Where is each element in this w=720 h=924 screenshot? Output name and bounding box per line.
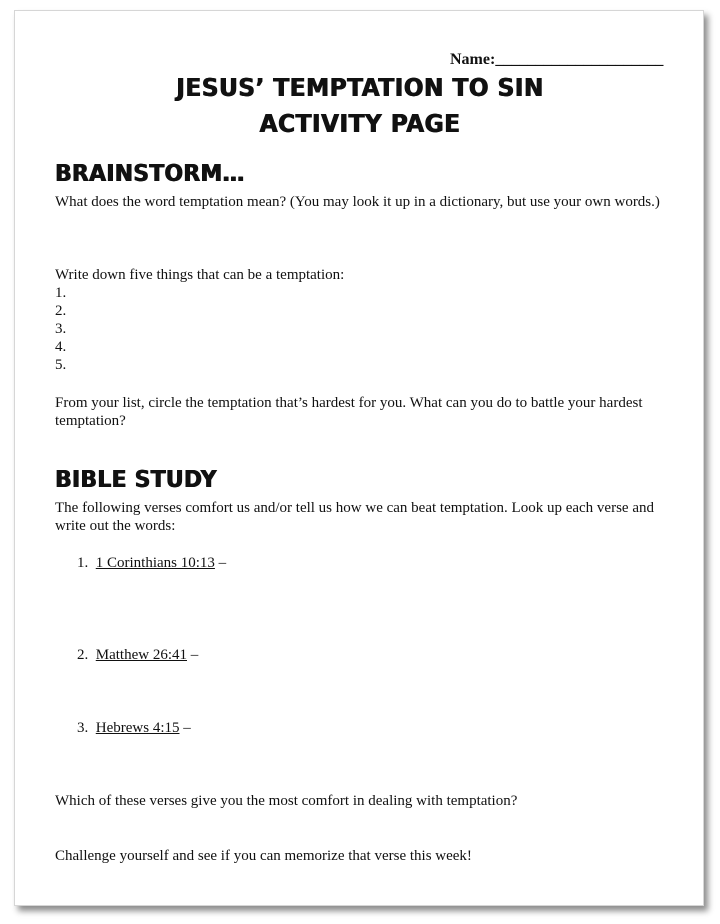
worksheet-page — [14, 10, 704, 906]
verse-number: 2. — [77, 647, 89, 663]
verse-reference: Hebrews 4:15 — [95, 720, 180, 736]
page-title: JESUS’ TEMPTATION TO SIN — [176, 73, 544, 102]
verse-reference: 1 Corinthians 10:13 — [95, 555, 215, 571]
verse-reference: Matthew 26:41 — [95, 647, 187, 663]
brainstorm-question-list: Write down five things that can be a temptation: — [55, 267, 345, 283]
bible-study-intro: The following verses comfort us and/or tell us how we can beat temptation. Look up each verse and write out the words: — [55, 500, 654, 534]
bible-study-question: Which of these verses give you the most comfort in dealing with temptation? — [55, 793, 518, 809]
list-item: 5. — [55, 357, 67, 373]
list-item: 1. — [55, 285, 67, 301]
brainstorm-question-hardest: From your list, circle the temptation that’s hardest for you. What can you do to battle your hardest temptation? — [55, 395, 643, 429]
verse-item — [77, 719, 191, 737]
verse-dash: – — [179, 720, 191, 736]
verse-number: 3. — [77, 720, 89, 736]
verse-item — [77, 554, 226, 572]
name-field — [450, 51, 663, 69]
list-item: 4. — [55, 339, 67, 355]
name-label: Name: — [450, 51, 496, 68]
name-blank: _____________________ — [495, 51, 664, 68]
verse-number: 1. — [77, 555, 89, 571]
brainstorm-question-meaning: What does the word temptation mean? (You may look it up in a dictionary, but use your own words.) — [55, 194, 660, 210]
verse-dash: – — [214, 555, 227, 571]
bible-study-heading: BIBLE STUDY — [55, 467, 217, 493]
bible-study-challenge: Challenge yourself and see if you can memorize that verse this week! — [55, 848, 472, 864]
list-item: 3. — [55, 321, 67, 337]
page-subtitle: ACTIVITY PAGE — [259, 109, 461, 138]
brainstorm-heading: BRAINSTORM… — [55, 161, 245, 187]
list-item: 2. — [55, 303, 67, 319]
verse-item — [77, 646, 198, 664]
verse-dash: – — [187, 647, 199, 663]
